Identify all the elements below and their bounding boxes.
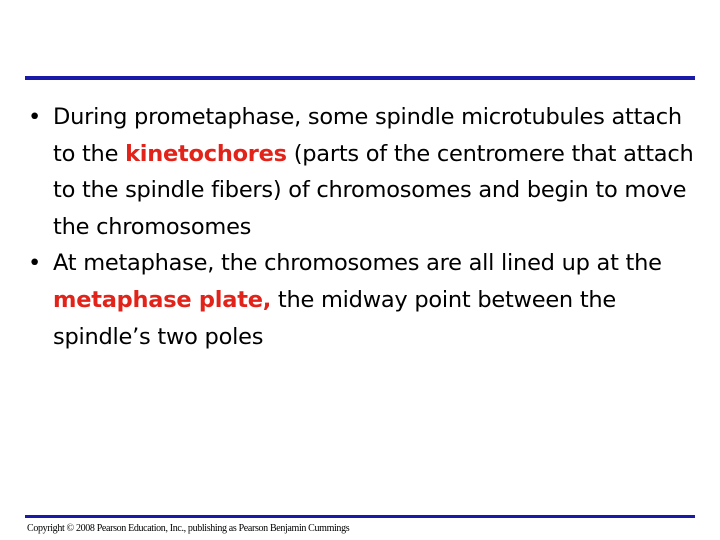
bullet-text-before: At metaphase, the chromosomes are all lined up at the — [53, 250, 662, 277]
bullet-text-before: During prometaphase, some spindle microtubules attach to the — [53, 104, 682, 167]
highlight-term-kinetochores: kinetochores — [125, 140, 287, 167]
bullet-text-after: the midway point between the spindle’s two poles — [53, 286, 617, 350]
bullet-text-after: (parts of the centromere that attach to the spindle fibers) of chromosomes and begin to move the chromosomes — [53, 140, 694, 240]
copyright-notice: Copyright © 2008 Pearson Education, Inc., publishing as Pearson Benjamin Cummings — [27, 523, 350, 534]
bullet-text — [53, 245, 697, 355]
bullet-icon: • — [28, 250, 42, 277]
highlight-term-metaphase-plate: metaphase plate, — [53, 286, 272, 313]
bullet-item — [27, 245, 697, 355]
top-divider-line — [25, 76, 695, 80]
bullet-icon: • — [28, 104, 42, 130]
bullet-text — [53, 99, 697, 245]
bottom-divider-line — [25, 515, 695, 518]
bullet-item — [27, 99, 697, 245]
slide-body — [27, 99, 697, 355]
